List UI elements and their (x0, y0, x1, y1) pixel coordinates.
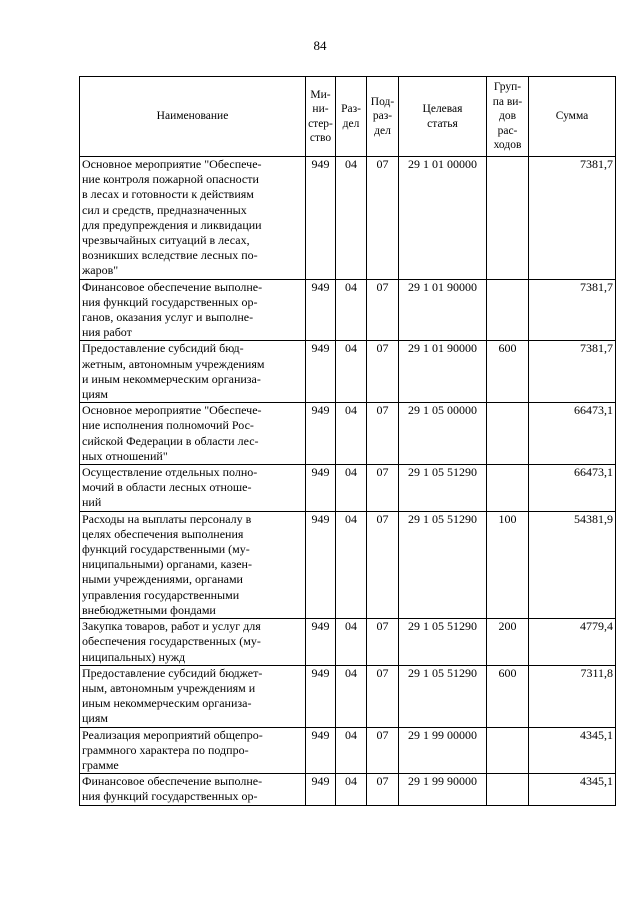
cell-subsection: 07 (367, 665, 399, 727)
cell-group (487, 727, 529, 774)
cell-subsection: 07 (367, 727, 399, 774)
cell-section: 04 (336, 157, 367, 280)
table-row (80, 465, 616, 512)
cell-name: Реализация мероприятий общепро- граммного характера по подпро- грамме (80, 727, 306, 774)
cell-section: 04 (336, 774, 367, 805)
header-row (80, 77, 616, 157)
cell-section: 04 (336, 279, 367, 341)
cell-section: 04 (336, 619, 367, 666)
header-section: Раз- дел (336, 77, 367, 157)
cell-subsection: 07 (367, 403, 399, 465)
cell-sum: 7311,8 (529, 665, 616, 727)
cell-group: 200 (487, 619, 529, 666)
cell-target: 29 1 01 00000 (399, 157, 487, 280)
cell-target: 29 1 01 90000 (399, 279, 487, 341)
header-sum: Сумма (529, 77, 616, 157)
cell-target: 29 1 05 51290 (399, 465, 487, 512)
cell-target: 29 1 05 00000 (399, 403, 487, 465)
cell-target: 29 1 99 90000 (399, 774, 487, 805)
cell-ministry: 949 (306, 279, 336, 341)
table-row (80, 774, 616, 805)
cell-group: 100 (487, 511, 529, 618)
cell-subsection: 07 (367, 511, 399, 618)
cell-target: 29 1 05 51290 (399, 511, 487, 618)
cell-target: 29 1 99 00000 (399, 727, 487, 774)
cell-name: Финансовое обеспечение выполне- ния функций государственных ор- (80, 774, 306, 805)
header-target: Целевая статья (399, 77, 487, 157)
cell-name: Предоставление субсидий бюджет- ным, автономным учреждениям и иным некоммерческим организа- циям (80, 665, 306, 727)
table-header (80, 77, 616, 157)
header-ministry: Ми- ни- стер- ство (306, 77, 336, 157)
table-row (80, 619, 616, 666)
cell-ministry: 949 (306, 403, 336, 465)
table-row (80, 157, 616, 280)
header-subsection: Под- раз- дел (367, 77, 399, 157)
cell-ministry: 949 (306, 511, 336, 618)
cell-group (487, 403, 529, 465)
table-row (80, 341, 616, 403)
table-row (80, 403, 616, 465)
cell-group (487, 279, 529, 341)
cell-group: 600 (487, 341, 529, 403)
cell-sum: 7381,7 (529, 341, 616, 403)
cell-ministry: 949 (306, 665, 336, 727)
table-row (80, 511, 616, 618)
header-name: Наименование (80, 77, 306, 157)
cell-section: 04 (336, 465, 367, 512)
cell-ministry: 949 (306, 727, 336, 774)
cell-subsection: 07 (367, 619, 399, 666)
table-body (80, 157, 616, 806)
cell-section: 04 (336, 511, 367, 618)
cell-sum: 4345,1 (529, 774, 616, 805)
cell-group (487, 465, 529, 512)
page-number: 84 (313, 38, 327, 53)
cell-sum: 4345,1 (529, 727, 616, 774)
cell-group: 600 (487, 665, 529, 727)
cell-section: 04 (336, 665, 367, 727)
table-row (80, 665, 616, 727)
cell-target: 29 1 01 90000 (399, 341, 487, 403)
cell-subsection: 07 (367, 774, 399, 805)
cell-sum: 54381,9 (529, 511, 616, 618)
table-row (80, 279, 616, 341)
header-group: Груп- па ви- дов рас- ходов (487, 77, 529, 157)
cell-sum: 7381,7 (529, 279, 616, 341)
cell-section: 04 (336, 341, 367, 403)
cell-subsection: 07 (367, 279, 399, 341)
cell-sum: 66473,1 (529, 403, 616, 465)
cell-subsection: 07 (367, 341, 399, 403)
cell-sum: 4779,4 (529, 619, 616, 666)
cell-ministry: 949 (306, 157, 336, 280)
cell-ministry: 949 (306, 465, 336, 512)
cell-name: Финансовое обеспечение выполне- ния функций государственных ор- ганов, оказания услуг и выполне- ния работ (80, 279, 306, 341)
cell-name: Расходы на выплаты персоналу в целях обеспечения выполнения функций государственными (му- ниципальными) органами, казен- ными учреждениями, органами управления государственными внебюджетными фондами (80, 511, 306, 618)
cell-ministry: 949 (306, 341, 336, 403)
cell-sum: 66473,1 (529, 465, 616, 512)
budget-table (79, 76, 616, 806)
cell-ministry: 949 (306, 774, 336, 805)
cell-name: Основное мероприятие "Обеспече- ние контроля пожарной опасности в лесах и готовности к действиям сил и средств, предназначенных для предупреждения и ликвидации чрезвычайных ситуаций в лесах, возникших вследствие лесных по- жаров" (80, 157, 306, 280)
cell-subsection: 07 (367, 465, 399, 512)
cell-name: Основное мероприятие "Обеспече- ние исполнения полномочий Рос- сийской Федерации в области лес- ных отношений" (80, 403, 306, 465)
cell-sum: 7381,7 (529, 157, 616, 280)
cell-subsection: 07 (367, 157, 399, 280)
cell-target: 29 1 05 51290 (399, 665, 487, 727)
cell-target: 29 1 05 51290 (399, 619, 487, 666)
cell-section: 04 (336, 727, 367, 774)
cell-name: Осуществление отдельных полно- мочий в области лесных отноше- ний (80, 465, 306, 512)
cell-group (487, 157, 529, 280)
cell-ministry: 949 (306, 619, 336, 666)
cell-name: Предоставление субсидий бюд- жетным, автономным учреждениям и иным некоммерческим организа- циям (80, 341, 306, 403)
cell-section: 04 (336, 403, 367, 465)
cell-name: Закупка товаров, работ и услуг для обеспечения государственных (му- ниципальных) нужд (80, 619, 306, 666)
cell-group (487, 774, 529, 805)
table-row (80, 727, 616, 774)
